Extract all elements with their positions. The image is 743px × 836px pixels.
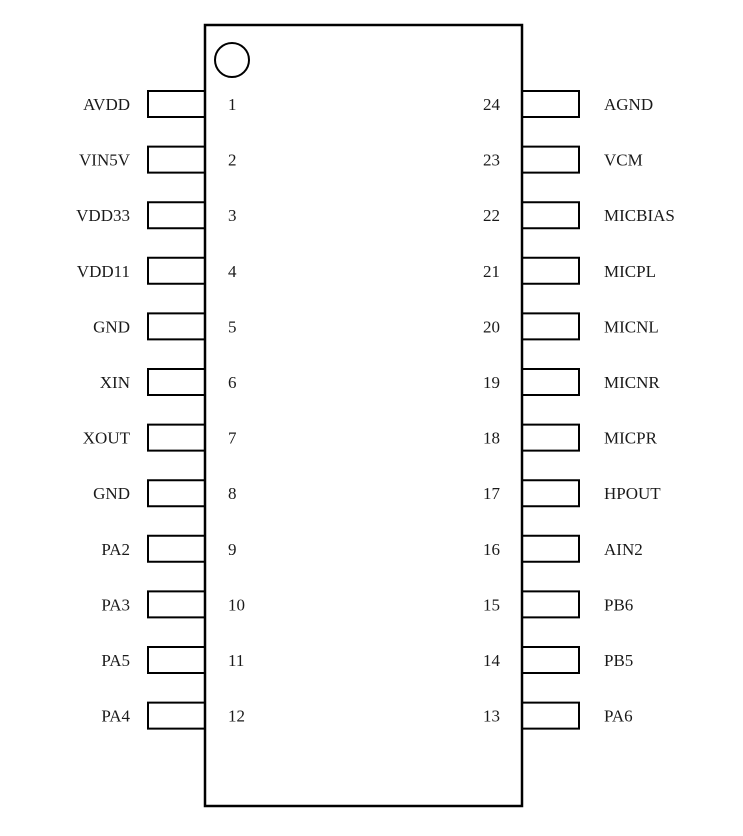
pin-pad xyxy=(522,480,579,506)
pin-name: PA5 xyxy=(101,651,130,670)
pin-name: HPOUT xyxy=(604,484,661,504)
pin-name: AGND xyxy=(604,95,654,114)
pin-4 xyxy=(77,258,237,284)
pin-name: GND xyxy=(93,317,130,337)
pin-number: 23 xyxy=(483,150,500,170)
left-pin-row xyxy=(76,91,245,729)
pin-5 xyxy=(93,313,236,339)
pin-pad xyxy=(522,647,579,673)
pin-name: XOUT xyxy=(82,428,130,448)
pin-14 xyxy=(483,647,633,673)
pin-3 xyxy=(76,202,236,228)
pin-number: 13 xyxy=(483,706,500,726)
pin-7 xyxy=(83,425,237,451)
pin-15 xyxy=(483,591,633,617)
pin-number: 2 xyxy=(228,150,237,170)
pin-number: 18 xyxy=(483,428,500,448)
pin-number: 10 xyxy=(228,595,245,615)
pin-name: GND xyxy=(93,484,130,504)
pin-number: 9 xyxy=(228,539,237,559)
pin-pad xyxy=(148,591,205,617)
pin-name: MICNR xyxy=(604,373,660,392)
chip-body xyxy=(205,25,522,806)
pin-pad xyxy=(148,647,205,673)
pin-pad xyxy=(148,369,205,395)
pin-name: AIN2 xyxy=(604,539,643,559)
pin-number: 1 xyxy=(228,95,237,114)
pin-pad xyxy=(522,313,579,339)
pin-number: 11 xyxy=(228,651,245,670)
pin-2 xyxy=(79,147,237,173)
pin-8 xyxy=(93,480,236,506)
pin-20 xyxy=(483,313,659,339)
pin-number: 6 xyxy=(228,373,237,392)
pin-number: 5 xyxy=(228,317,237,337)
pin-24 xyxy=(483,91,653,117)
pin-name: PA2 xyxy=(101,539,130,559)
pin-pad xyxy=(148,258,205,284)
pin-name: PA6 xyxy=(604,706,633,726)
pin-name: VIN5V xyxy=(79,150,130,170)
pin-11 xyxy=(101,647,244,673)
pin-name: VDD11 xyxy=(76,261,130,281)
pin-name: PA3 xyxy=(101,595,130,615)
pin-number: 8 xyxy=(228,484,237,504)
pin-number: 15 xyxy=(483,595,500,615)
pin-number: 16 xyxy=(483,539,500,559)
pin-pad xyxy=(148,91,205,117)
pin-pad xyxy=(522,591,579,617)
pin-number: 3 xyxy=(228,206,237,226)
pin-number: 24 xyxy=(483,95,500,114)
pin-pad xyxy=(522,703,579,729)
pin-number: 22 xyxy=(483,206,500,226)
pin-pad xyxy=(522,91,579,117)
pin-12 xyxy=(101,703,245,729)
pin-pad xyxy=(148,536,205,562)
pin-13 xyxy=(483,703,633,729)
pin-pad xyxy=(522,202,579,228)
pin-16 xyxy=(483,536,643,562)
pin-name: XIN xyxy=(99,373,130,392)
pin-pad xyxy=(148,480,205,506)
pin-pad xyxy=(148,425,205,451)
pin-name: VDD33 xyxy=(76,206,130,226)
pin-pad xyxy=(148,313,205,339)
pin-17 xyxy=(483,480,661,506)
pin-pad xyxy=(522,258,579,284)
pin-pad xyxy=(148,202,205,228)
pin-pad xyxy=(522,425,579,451)
pin-21 xyxy=(483,258,656,284)
pin-22 xyxy=(483,202,675,228)
pin-6 xyxy=(100,369,237,395)
pin-number: 4 xyxy=(228,261,237,281)
pin1-orientation-marker xyxy=(215,43,249,77)
pin-name: PB6 xyxy=(604,595,634,615)
pin-18 xyxy=(483,425,658,451)
pin-pad xyxy=(522,369,579,395)
pin-name: MICPL xyxy=(604,261,656,281)
pin-name: PB5 xyxy=(604,651,634,670)
pin-number: 21 xyxy=(483,261,500,281)
pin-10 xyxy=(101,591,245,617)
pin-name: MICBIAS xyxy=(604,206,675,226)
pin-23 xyxy=(483,147,643,173)
pin-name: MICNL xyxy=(604,317,659,337)
pin-number: 20 xyxy=(483,317,500,337)
pin-name: PA4 xyxy=(101,706,130,726)
pin-name: MICPR xyxy=(604,428,657,448)
pin-name: AVDD xyxy=(83,95,130,114)
pin-9 xyxy=(101,536,236,562)
pin-pad xyxy=(522,536,579,562)
pin-number: 7 xyxy=(228,428,237,448)
pin-number: 19 xyxy=(483,373,500,392)
right-pin-row xyxy=(483,91,675,729)
pin-number: 14 xyxy=(483,651,500,670)
pin-name: VCM xyxy=(604,150,643,170)
pin-1 xyxy=(83,91,236,117)
pin-pad xyxy=(148,703,205,729)
pin-pad xyxy=(148,147,205,173)
pin-number: 17 xyxy=(483,484,500,504)
pin-19 xyxy=(483,369,660,395)
pin-pad xyxy=(522,147,579,173)
pin-number: 12 xyxy=(228,706,245,726)
